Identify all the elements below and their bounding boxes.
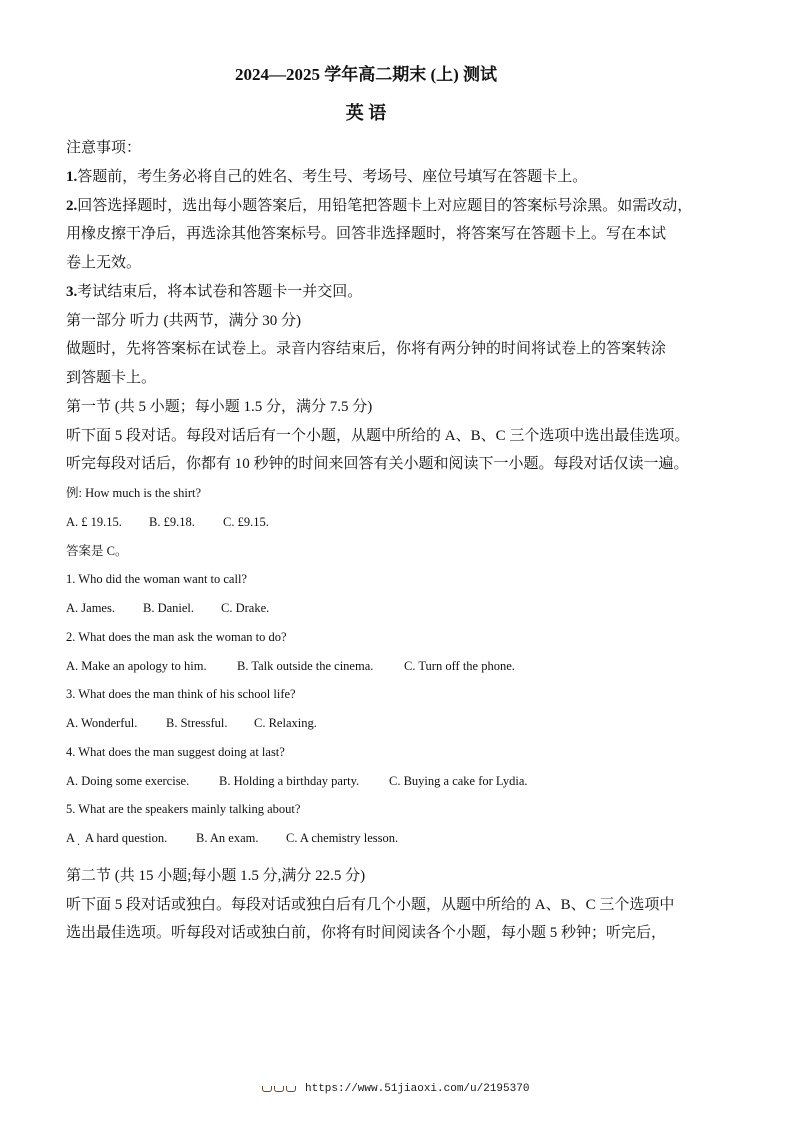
option-a: A. Wonderful. — [66, 716, 138, 730]
question-3-options — [66, 709, 766, 738]
example-options — [66, 508, 766, 537]
part1-instruction: 做题时，先将答案标在试卷上。录音内容结束后，你将有两分钟的时间将试卷上的答案转涂 — [66, 341, 667, 358]
question-1: 1. Who did the woman want to call? — [66, 572, 247, 587]
option-c: C. Turn off the phone. — [404, 658, 515, 673]
example-question: 例: How much is the shirt? — [66, 486, 202, 500]
part1-instruction: 到答题卡上。 — [66, 370, 157, 386]
example-answer: 答案是 C。 — [66, 543, 128, 558]
note-item-1 — [66, 163, 766, 192]
exam-body — [66, 134, 766, 948]
note-item-3 — [66, 278, 766, 307]
option-b: B. An exam. — [196, 831, 259, 845]
question-3: 3. What does the man think of his school life? — [66, 687, 296, 702]
subject-title: 英 语 — [345, 103, 387, 123]
option-a: A. Doing some exercise. — [66, 773, 190, 788]
option-a-label: A — [66, 831, 76, 845]
footer — [262, 1081, 529, 1097]
footer-logo-icon — [262, 1086, 296, 1092]
note-number: 2. — [66, 197, 78, 214]
option-b: B. £9.18. — [149, 514, 195, 529]
option-b: B. Talk outside the cinema. — [237, 658, 374, 673]
question-4: 4. What does the man suggest doing at last? — [66, 744, 285, 759]
option-b: B. Holding a birthday party. — [219, 773, 360, 788]
section1-heading: 第一节 (共 5 小题；每小题 1.5 分，满分 7.5 分) — [66, 398, 373, 415]
note-number: 1. — [66, 168, 78, 185]
option-c: C. Relaxing. — [254, 716, 317, 730]
note-item-2-line-3: 卷上无效。 — [66, 255, 142, 271]
note-text: 答题前，考生务必将自己的姓名、考生号、考场号、座位号填写在答题卡上。 — [77, 168, 588, 185]
note-text: 回答选择题时，选出每小题答案后，用铅笔把答题卡上对应题目的答案标号涂黑。如需改动， — [77, 197, 693, 214]
question-4-options — [66, 767, 766, 796]
notes-heading: 注意事项： — [66, 140, 142, 156]
section2-instruction: 听下面 5 段对话或独白。每段对话或独白后有几个小题，从题中所给的 A、B、C 三个选项中 — [66, 896, 675, 913]
option-b: B. Stressful. — [166, 716, 228, 730]
note-item-2 — [66, 192, 766, 221]
section2-instruction: 选出最佳选项。听每段对话或独白前，你将有时间阅读各个小题，每小题 5 秒钟；听完后， — [66, 925, 667, 942]
question-2-options — [66, 652, 766, 681]
option-a: A. James. — [66, 601, 115, 615]
option-b: B. Daniel. — [143, 601, 195, 615]
part1-heading: 第一部分 听力 (共两节，满分 30 分) — [66, 312, 301, 329]
section1-instruction: 听完每段对话后，你都有 10 秒钟的时间来回答有关小题和阅读下一小题。每段对话仅读一遍。 — [66, 456, 689, 473]
option-c: C. A chemistry lesson. — [286, 831, 399, 845]
question-5: 5. What are the speakers mainly talking about? — [66, 802, 301, 817]
note-item-2-line-2: 用橡皮擦干净后，再选涂其他答案标号。回答非选择题时，将答案写在答题卡上。写在本试 — [66, 226, 667, 243]
footer-url: https://www.51jiaoxi.com/u/2195370 — [305, 1083, 530, 1095]
question-1-options — [66, 594, 766, 623]
option-c: C. Drake. — [221, 601, 270, 615]
section1-instruction: 听下面 5 段对话。每段对话后有一个小题，从题中所给的 A、B、C 三个选项中选出最佳选项。 — [66, 427, 690, 444]
option-c: C. £9.15. — [223, 514, 269, 529]
option-a-dot: . — [77, 834, 80, 848]
option-a: A. £ 19.15. — [66, 514, 122, 529]
question-5-options — [66, 824, 766, 853]
section2-heading: 第二节 (共 15 小题;每小题 1.5 分,满分 22.5 分) — [66, 867, 366, 884]
option-a: A. Make an apology to him. — [66, 658, 207, 673]
question-2: 2. What does the man ask the woman to do? — [66, 629, 287, 644]
option-a: A hard question. — [85, 831, 168, 845]
note-number: 3. — [66, 283, 78, 300]
page-title: 2024—2025 学年高二期末 (上) 测试 — [234, 65, 498, 84]
note-text: 考试结束后，将本试卷和答题卡一并交回。 — [77, 283, 363, 300]
option-c: C. Buying a cake for Lydia. — [389, 773, 528, 788]
